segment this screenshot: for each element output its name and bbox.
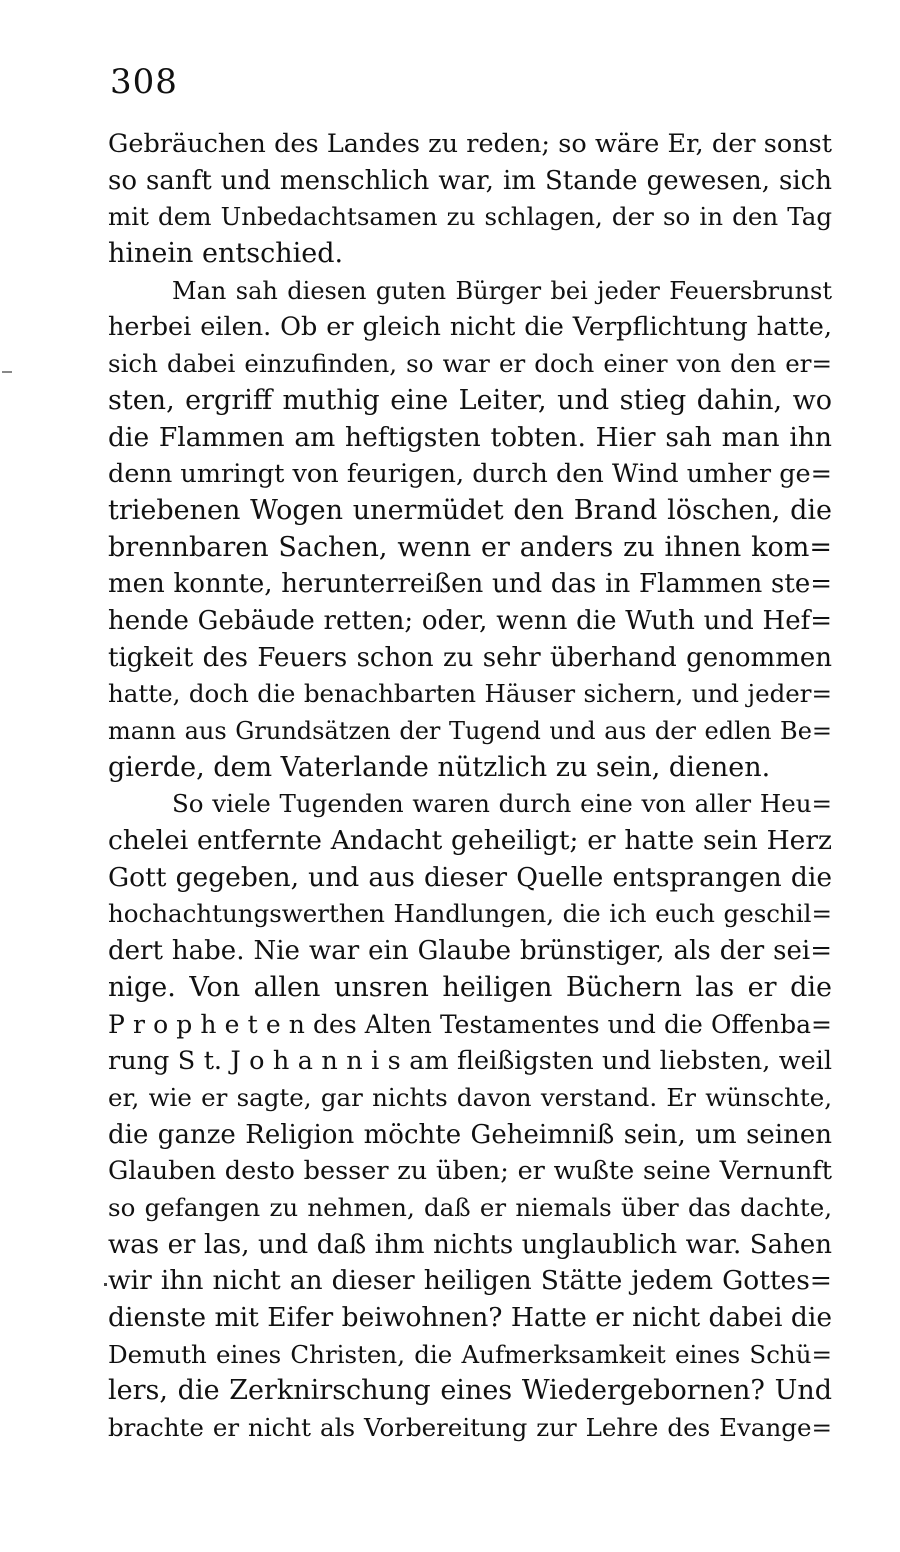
text-line: tigkeit des Feuers schon zu sehr überhand genommen [108,642,832,673]
text-line: mit dem Unbedachtsamen zu schlagen, der so in den Tag [108,202,832,232]
text-line: wir ihn nicht an dieser heiligen Stätte jedem Gottes= [108,1265,832,1297]
ink-dot [104,1283,107,1286]
body-text [108,126,832,1447]
text-line: Demuth eines Christen, die Aufmerksamkeit eines Schü= [108,1339,832,1369]
text-line: So viele Tugenden waren durch eine von aller Heu= [172,789,832,819]
text-line: sten, ergriff muthig eine Leiter, und stieg dahin, wo [108,384,832,416]
text-line: Glauben desto besser zu üben; er wußte seine Vernunft [108,1156,832,1187]
page-number: 308 [110,62,178,102]
text-line: rung S t. J o h a n n i s am fleißigsten und liebsten, weil [108,1046,832,1077]
text-line: hinein entschied. [108,238,344,270]
text-line: brennbaren Sachen, wenn er anders zu ihnen kom= [108,531,832,563]
text-line: so gefangen zu nehmen, daß er niemals über das dachte, [108,1192,832,1222]
text-line: Gebräuchen des Landes zu reden; so wäre Er, der sonst [108,129,832,159]
text-line: die Flammen am heftigsten tobten. Hier sah man ihn [108,421,832,453]
scan-mark [2,371,12,373]
text-line: Man sah diesen guten Bürger bei jeder Feuersbrunst [172,276,832,305]
text-line: hochachtungswerthen Handlungen, die ich euch geschil= [108,899,832,929]
text-line: hende Gebäude retten; oder, wenn die Wuth und Hef= [108,605,832,636]
text-line: dienste mit Eifer beiwohnen? Hatte er nicht dabei die [108,1302,832,1333]
text-line: lers, die Zerknirschung eines Wiedergebornen? Und [108,1375,832,1407]
text-line: men konnte, herunterreißen und das in Flammen ste= [108,569,832,600]
text-line: hatte, doch die benachbarten Häuser sichern, und jeder= [108,679,832,709]
text-line: brachte er nicht als Vorbereitung zur Lehre des Evange= [108,1413,832,1443]
text-line: triebenen Wogen unermüdet den Brand löschen, die [108,494,832,526]
text-line: er, wie er sagte, gar nichts davon verstand. Er wünschte, [108,1082,832,1112]
text-line: mann aus Grundsätzen der Tugend und aus der edlen Be= [108,717,832,745]
text-line: so sanft und menschlich war, im Stande gewesen, sich [108,165,832,196]
text-line: was er las, und daß ihm nichts unglaublich war. Sahen [108,1229,832,1260]
text-line: herbei eilen. Ob er gleich nicht die Verpflichtung hatte, [108,312,832,343]
text-line: gierde, dem Vaterlande nützlich zu sein, dienen. [108,751,771,783]
text-line: chelei entfernte Andacht geheiligt; er hatte sein Herz [108,825,832,857]
text-line: nige. Von allen unsren heiligen Büchern las er die [108,971,832,1003]
text-line: dert habe. Nie war ein Glaube brünstiger, als der sei= [108,936,832,967]
text-line: Gott gegeben, und aus dieser Quelle entsprangen die [108,861,832,893]
text-line: denn umringt von feurigen, durch den Wind umher ge= [108,459,832,490]
text-line: sich dabei einzufinden, so war er doch einer von den er= [108,349,832,379]
text-line: die ganze Religion möchte Geheimniß sein, um seinen [108,1119,832,1150]
text-line: P r o p h e t e n des Alten Testamentes und die Offenba= [108,1009,832,1039]
